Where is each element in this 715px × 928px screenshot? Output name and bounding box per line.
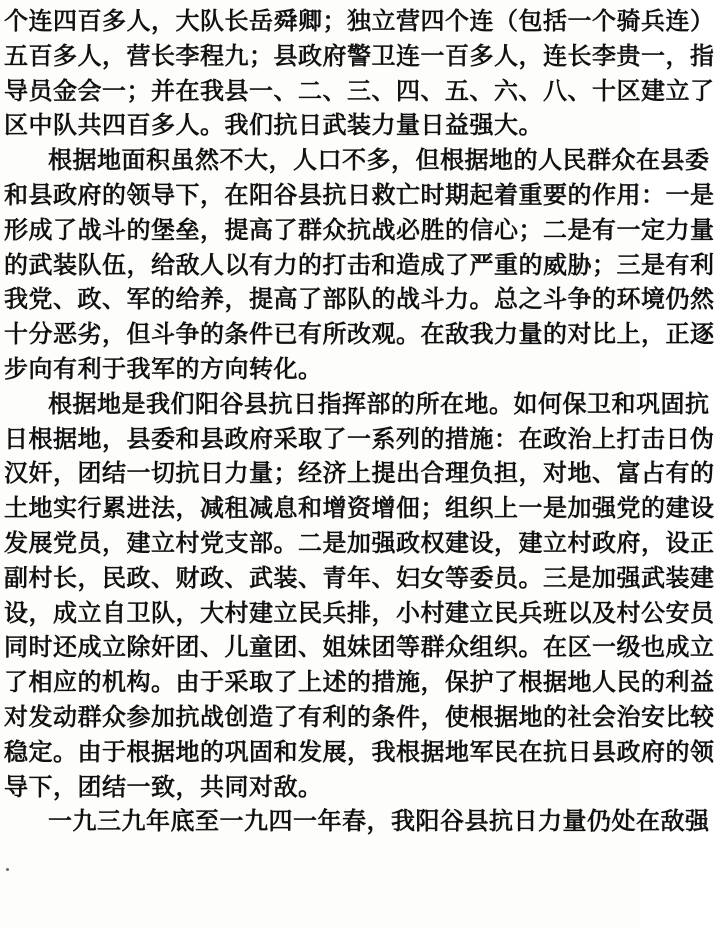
text-line: 五百多人，营长李程九；县政府警卫连一百多人，连长李贵一，指 [4,40,715,70]
text-line: 对发动群众参加抗战创造了有利的条件，使根据地的社会治安比较 [4,701,715,731]
text-line: 和县政府的领导下，在阳谷县抗日救亡时期起着重要的作用：一是 [4,179,715,209]
text-line: 土地实行累进法，减租减息和增资增佃；组织上一是加强党的建设 [4,493,715,523]
body-text [4,4,715,839]
text-line: 发展党员，建立村党支部。二是加强政权建设，建立村政府，设正 [4,527,715,557]
text-line: 导员金会一；并在我县一、二、三、四、五、六、八、十区建立了 [4,75,715,105]
text-line: 设，成立自卫队，大村建立民兵排，小村建立民兵班以及村公安员 [4,597,715,627]
scan-speck [6,868,9,871]
text-line: 形成了战斗的堡垒，提高了群众抗战必胜的信心；二是有一定力量 [4,214,715,244]
text-line: 区中队共四百多人。我们抗日武装力量日益强大。 [4,110,543,140]
text-line: 根据地面积虽然不大，人口不多，但根据地的人民群众在县委 [48,145,710,175]
text-line: 步向有利于我军的方向转化。 [4,353,323,383]
text-line: 个连四百多人，大队长岳舜卿；独立营四个连（包括一个骑兵连） [4,6,715,35]
text-line: 一九三九年底至一九四一年春，我阳谷县抗日力量仍处在敌强 [48,806,710,836]
text-line: 导下，团结一致，共同对敌。 [4,771,323,801]
text-line: 汉奸，团结一切抗日力量；经济上提出合理负担，对地、富占有的 [4,458,715,488]
text-line: 我党、政、军的给养，提高了部队的战斗力。总之斗争的环境仍然 [4,284,715,314]
text-line: 稳定。由于根据地的巩固和发展，我根据地军民在抗日县政府的领 [4,736,715,766]
text-line: 的武装队伍，给敌人以有力的打击和造成了严重的威胁；三是有利 [4,249,715,279]
text-line: 同时还成立除奸团、儿童团、姐妹团等群众组织。在区一级也成立 [4,632,715,662]
text-line: 副村长，民政、财政、武装、青年、妇女等委员。三是加强武装建 [4,562,715,592]
text-line: 十分恶劣，但斗争的条件已有所改观。在敌我力量的对比上，正逐 [4,319,715,349]
text-line: 日根据地，县委和县政府采取了一系列的措施：在政治上打击日伪 [4,423,715,453]
text-line: 根据地是我们阳谷县抗日指挥部的所在地。如何保卫和巩固抗 [48,388,710,418]
text-line: 了相应的机构。由于采取了上述的措施，保护了根据地人民的利益 [4,667,715,697]
